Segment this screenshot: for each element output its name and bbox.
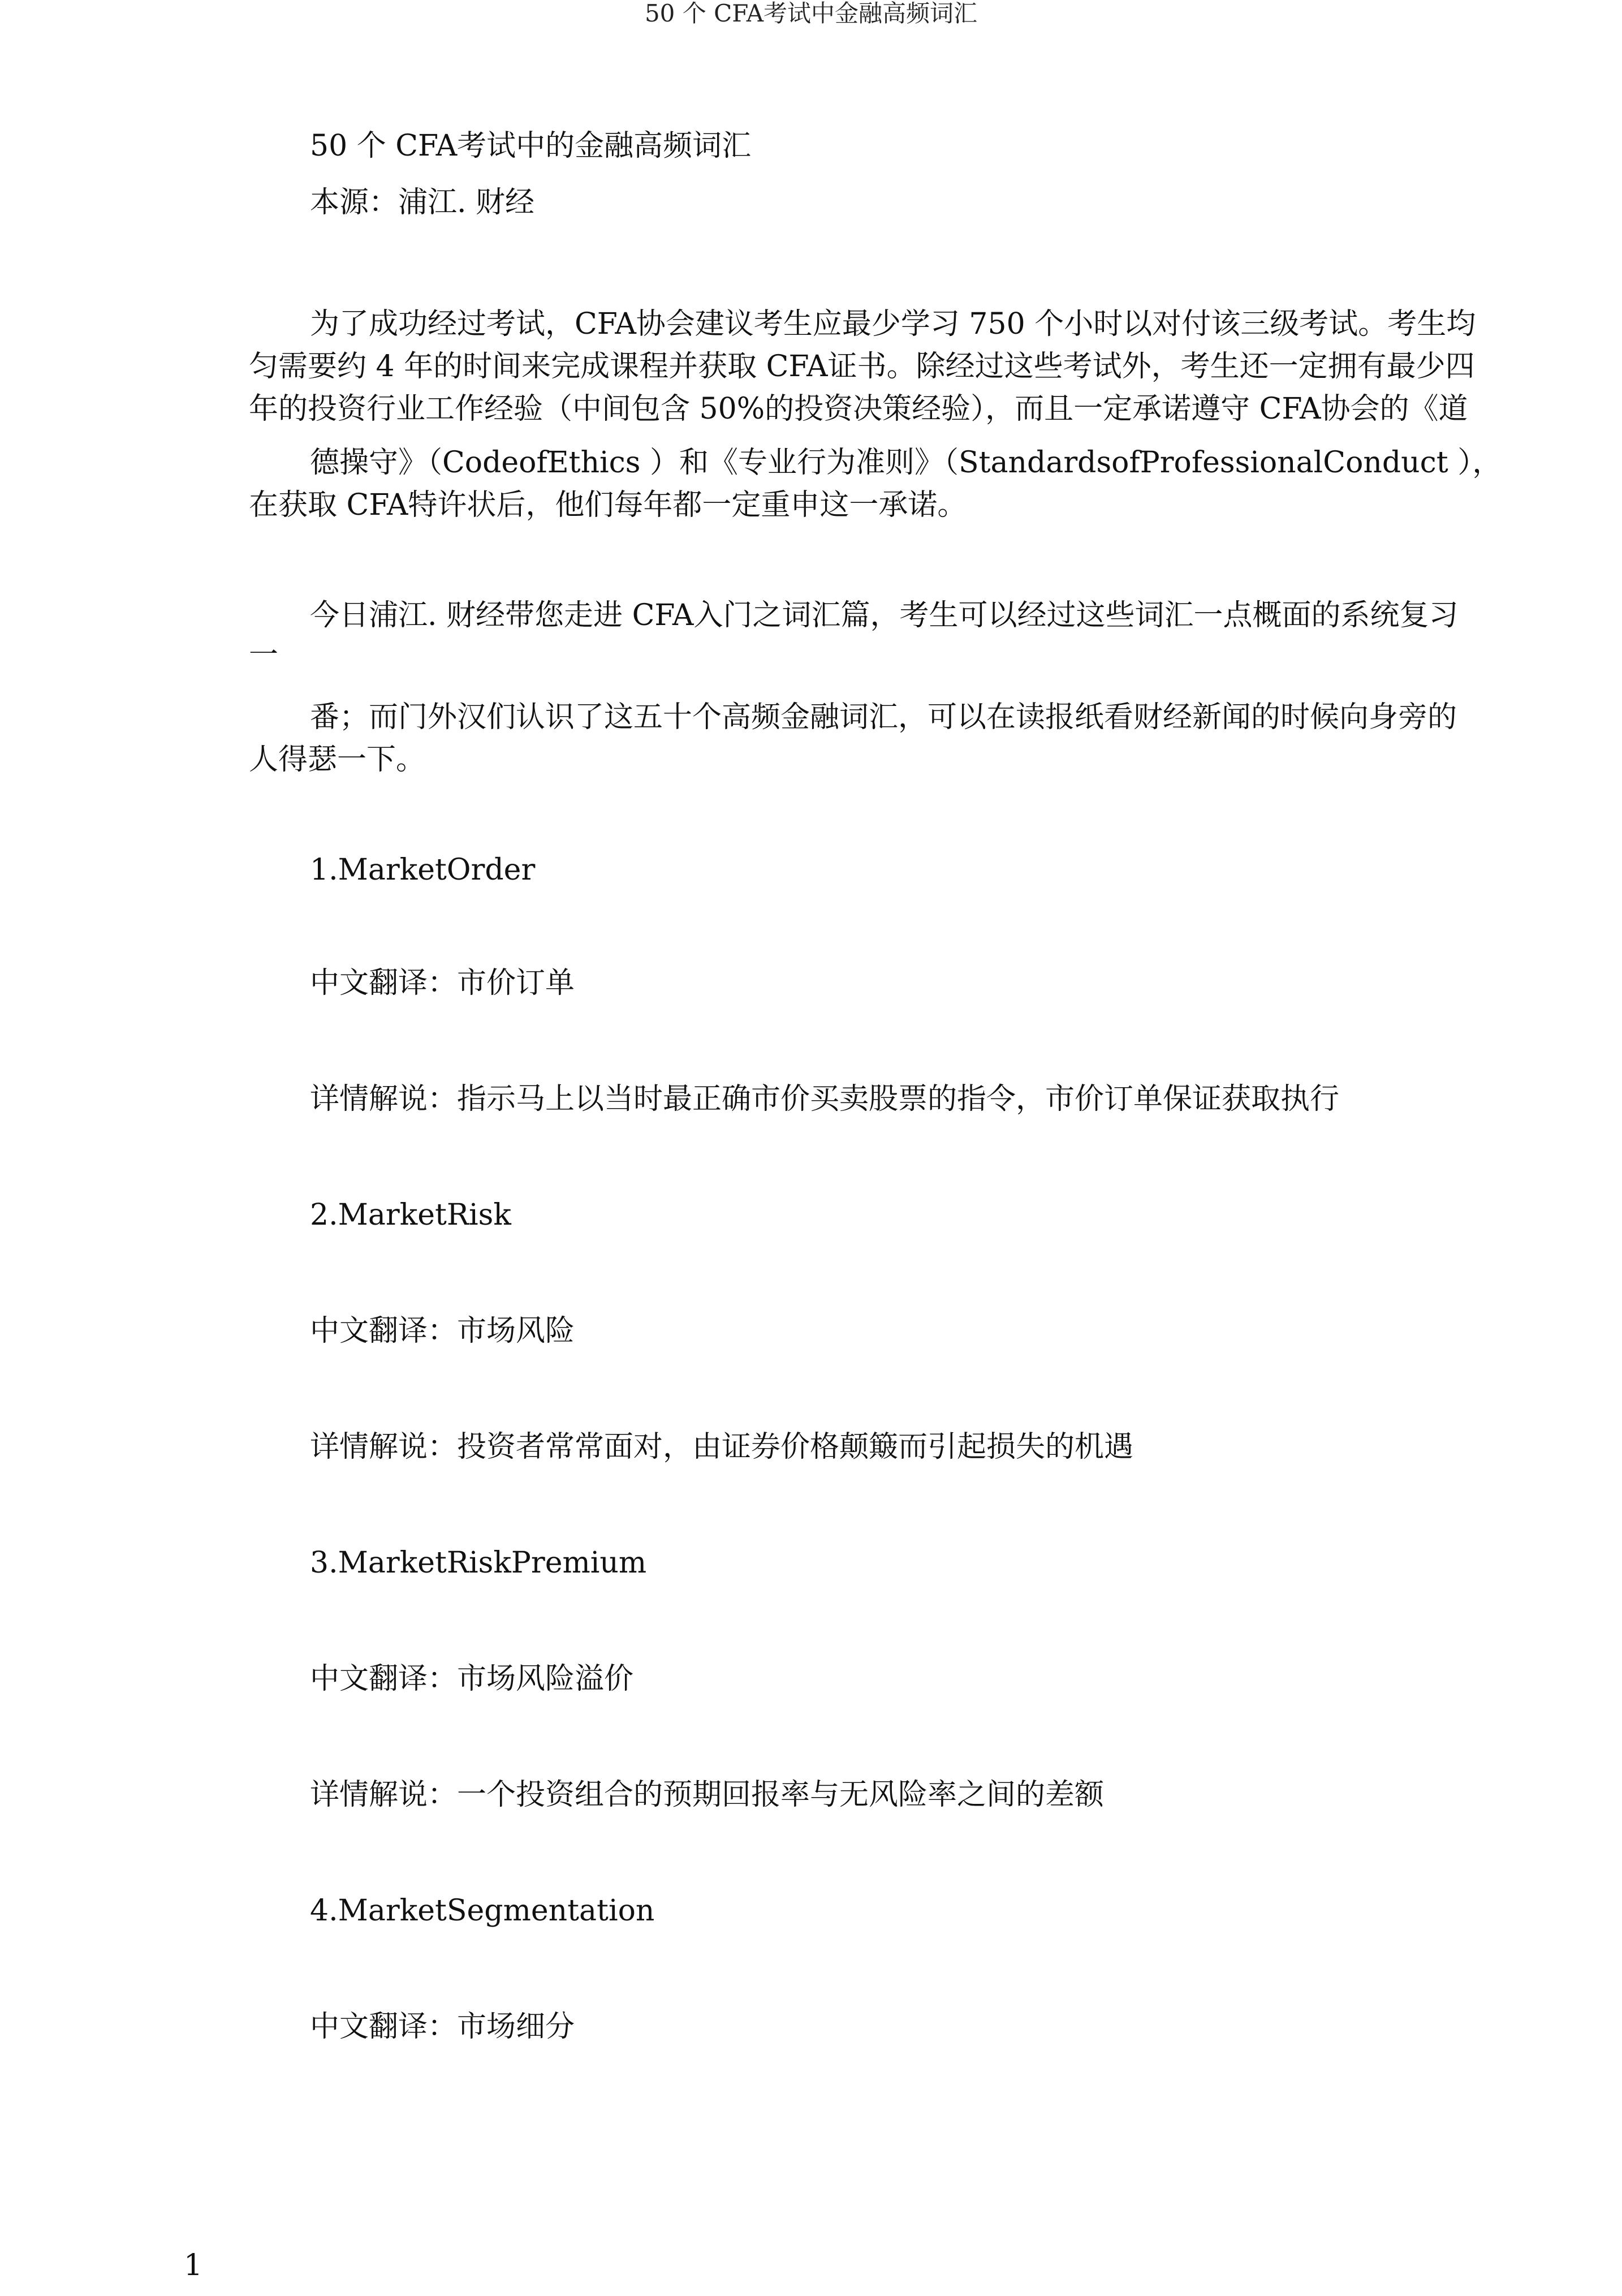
- term-translation: 中文翻译：市价订单: [310, 966, 575, 1000]
- intro2-line: 今日浦江. 财经带您走进 CFA入门之词汇篇，考生可以经过这些词汇一点概面的系统复习: [310, 598, 1459, 632]
- term-translation: 中文翻译：市场细分: [310, 2010, 575, 2044]
- term-translation: 中文翻译：市场风险: [310, 1314, 575, 1348]
- intro2-line: 一: [249, 638, 279, 672]
- intro1-line: 德操守》（CodeofEthics ）和《专业行为准则》（StandardsofProfessionalConduct ），: [310, 446, 1502, 480]
- document-title: 50 个 CFA考试中的金融高频词汇: [310, 129, 752, 163]
- intro1-line: 匀需要约 4 年的时间来完成课程并获取 CFA证书。除经过这些考试外，考生还一定拥有最少四: [249, 350, 1475, 384]
- intro1-line: 年的投资行业工作经验（中间包含 50%的投资决策经验），而且一定承诺遵守 CFA协会的《道: [249, 392, 1468, 426]
- intro2-line: 番；而门外汉们认识了这五十个高频金融词汇，可以在读报纸看财经新闻的时候向身旁的: [310, 700, 1457, 734]
- term-heading: 4.MarketSegmentation: [310, 1894, 655, 1928]
- page-number: 1: [184, 2248, 203, 2282]
- term-translation: 中文翻译：市场风险溢价: [310, 1662, 634, 1696]
- page-header: 50 个 CFA考试中金融高频词汇: [644, 0, 978, 27]
- document-source: 本源：浦江. 财经: [310, 186, 535, 219]
- term-heading: 1.MarketOrder: [310, 853, 536, 887]
- intro1-line: 在获取 CFA特许状后，他们每年都一定重申这一承诺。: [249, 488, 967, 522]
- intro2-line: 人得瑟一下。: [249, 743, 426, 777]
- term-heading: 3.MarketRiskPremium: [310, 1546, 647, 1580]
- term-detail: 详情解说：一个投资组合的预期回报率与无风险率之间的差额: [310, 1778, 1105, 1812]
- term-detail: 详情解说：指示马上以当时最正确市价买卖股票的指令，市价订单保证获取执行: [310, 1082, 1340, 1116]
- intro1-line: 为了成功经过考试，CFA协会建议考生应最少学习 750 个小时以对付该三级考试。考生均: [310, 307, 1476, 341]
- term-heading: 2.MarketRisk: [310, 1198, 511, 1232]
- term-detail: 详情解说：投资者常常面对，由证券价格颠簸而引起损失的机遇: [310, 1430, 1134, 1464]
